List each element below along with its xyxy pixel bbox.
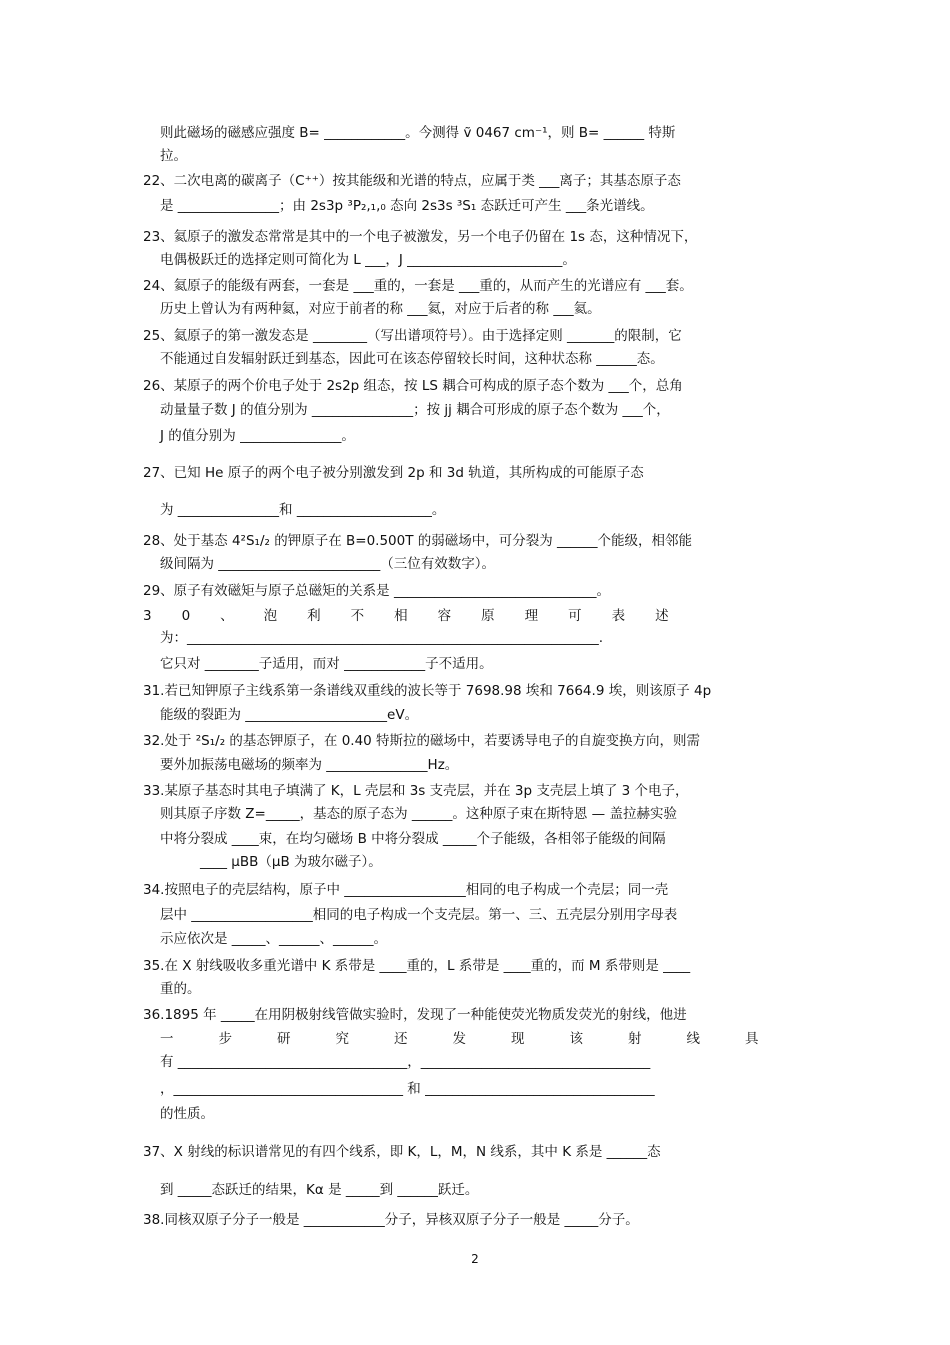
question-33: 33.某原子基态时其电子填满了 K，L 壳层和 3s 支壳层，并在 3p 支壳层上填了 3 个电子， xyxy=(143,783,689,799)
text-line: 能级的裂距为 _____________________eV。 xyxy=(160,707,419,723)
question-22: 22、二次电离的碳离子（C⁺⁺）按其能级和光谱的特点，应属于类 ___离子；其基态原子态 xyxy=(143,173,681,189)
question-36: 36.1895 年 _____在用阴极射线管做实验时，发现了一种能使荧光物质发荧光的射线，他进 xyxy=(143,1007,687,1023)
text-line: 的性质。 xyxy=(160,1106,214,1122)
question-37: 37、X 射线的标识谱常见的有四个线系，即 K，L，M，N 线系，其中 K 系是 ______态 xyxy=(143,1144,661,1160)
text-line: 中将分裂成 ____束，在均匀磁场 B 中将分裂成 _____个子能级，各相邻子能级的间隔 xyxy=(160,831,666,847)
page-number: 2 xyxy=(471,1252,479,1266)
question-28: 28、处于基态 4²S₁/₂ 的钾原子在 B=0.500T 的弱磁场中，可分裂为 ______个能级，相邻能 xyxy=(143,533,693,549)
question-31: 31.若已知钾原子主线系第一条谱线双重线的波长等于 7698.98 埃和 7664.9 埃，则该原子 4p xyxy=(143,683,712,699)
text-line: 有 __________________________________，__________________________________ xyxy=(160,1054,651,1070)
text-line: 示应依次是 _____、______、______。 xyxy=(160,931,388,947)
question-26: 26、某原子的两个价电子处于 2s2p 组态，按 LS 耦合可构成的原子态个数为 ___个，总角 xyxy=(143,378,683,394)
question-24: 24、氦原子的能级有两套，一套是 ___重的，一套是 ___重的，从而产生的光谱应有 ___套。 xyxy=(143,278,693,294)
text-line: 重的。 xyxy=(160,981,201,997)
question-27: 27、已知 He 原子的两个电子被分别激发到 2p 和 3d 轨道，其所构成的可能原子态 xyxy=(143,465,644,481)
question-35: 35.在 X 射线吸收多重光谱中 K 系带是 ____重的，L 系带是 ____重的，而 M 系带则是 ____ xyxy=(143,958,691,974)
text-line: 为 _______________和 ____________________。 xyxy=(160,502,446,518)
question-32: 32.处于 ²S₁/₂ 的基态钾原子，在 0.40 特斯拉的磁场中，若要诱导电子的自旋变换方向，则需 xyxy=(143,733,701,749)
text-line: 拉。 xyxy=(160,148,187,164)
text-line: 层中 __________________相同的电子构成一个支壳层。第一、三、五壳层分别用字母表 xyxy=(160,907,678,923)
text-line: 则其原子序数 Z=_____，基态的原子态为 ______。这种原子束在斯特恩 — 盖拉赫实验 xyxy=(160,806,677,822)
text-line: 一步研究还发现该射线具 xyxy=(160,1031,804,1047)
question-30: 30、泡利不相容原理可表述 xyxy=(143,608,699,624)
text-line: 动量量子数 J 的值分别为 _______________；按 jj 耦合可形成的原子态个数为 ___个， xyxy=(160,402,670,418)
text-line: 电偶极跃迁的选择定则可简化为 L ___，J _______________________。 xyxy=(160,252,576,268)
text-line: ____ μBB（μB 为玻尔磁子）。 xyxy=(200,854,382,870)
question-25: 25、氦原子的第一激发态是 ________（写出谱项符号）。由于选择定则 _______的限制，它 xyxy=(143,328,682,344)
question-38: 38.同核双原子分子一般是 ____________分子，异核双原子分子一般是 _____分子。 xyxy=(143,1212,639,1228)
text-line: 是 _______________；由 2s3p ³P₂,₁,₀ 态向 2s3s ³S₁ 态跃迁可产生 ___条光谱线。 xyxy=(160,198,654,214)
text-line: ，__________________________________ 和 __________________________________ xyxy=(160,1081,655,1097)
text-line: 为：_____________________________________________________________. xyxy=(160,630,604,646)
text-line: 到 _____态跃迁的结果，Kα 是 _____到 ______跃迁。 xyxy=(160,1182,479,1198)
text-line: 历史上曾认为有两种氦，对应于前者的称 ___氦，对应于后者的称 ___氦。 xyxy=(160,301,601,317)
question-23: 23、氦原子的激发态常常是其中的一个电子被激发，另一个电子仍留在 1s 态，这种情况下， xyxy=(143,229,698,245)
text-line: 要外加振荡电磁场的频率为 _______________Hz。 xyxy=(160,757,459,773)
text-line: 不能通过自发辐射跃迁到基态，因此可在该态停留较长时间，这种状态称 ______态。 xyxy=(160,351,664,367)
question-34: 34.按照电子的壳层结构，原子中 __________________相同的电子构成一个壳层；同一壳 xyxy=(143,882,669,898)
text-line: J 的值分别为 _______________。 xyxy=(160,428,355,444)
text-line: 级间隔为 ________________________（三位有效数字）。 xyxy=(160,556,496,572)
question-29: 29、原子有效磁矩与原子总磁矩的关系是 ______________________________。 xyxy=(143,583,610,599)
text-line: 它只对 ________子适用，而对 ____________子不适用。 xyxy=(160,656,493,672)
text-line: 则此磁场的磁感应强度 B= ____________。今测得 ṽ 0467 cm⁻¹，则 B= ______ 特斯 xyxy=(160,125,676,141)
